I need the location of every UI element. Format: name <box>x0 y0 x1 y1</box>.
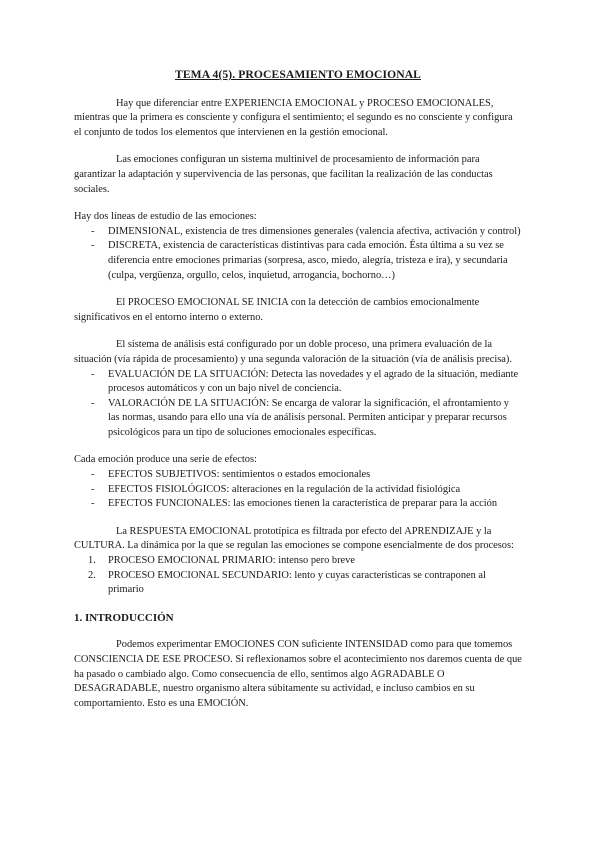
list-item-efectos-fisiologicos: - EFECTOS FISIOLÓGICOS: alteraciones en la regulación de la actividad fisiológica <box>74 483 522 498</box>
list-marker: 2. <box>88 569 96 581</box>
analysis-list <box>74 368 522 441</box>
list-item-dimensional: - DIMENSIONAL, existencia de tres dimensiones generales (valencia afectiva, activación y control) <box>74 225 522 240</box>
paragraph-proceso-inicia: El PROCESO EMOCIONAL SE INICIA con la detección de cambios emocionalmente significativos en el entorno interno o externo. <box>74 297 480 323</box>
list-item-text: PROCESO EMOCIONAL PRIMARIO: intenso pero breve <box>108 555 355 567</box>
processes-list <box>74 554 522 598</box>
list-marker: 1. <box>88 555 96 567</box>
lines-of-study-list <box>74 225 522 283</box>
document-title: TEMA 4(5). PROCESAMIENTO EMOCIONAL <box>174 68 422 81</box>
section-heading-introduccion: 1. INTRODUCCIÓN <box>74 611 174 624</box>
list-item-proceso-secundario <box>74 569 522 598</box>
effects-list <box>74 468 522 512</box>
list-item-valoracion: - VALORACIÓN DE LA SITUACIÓN: Se encarga de valorar la significación, el afrontamiento y las normas, usando para ello una vía de análisis personal. Permiten anticipar y preparar recursos psicológicos para un tipo de soluciones emocionales específicas. <box>74 397 522 441</box>
list-item-efectos-funcionales: - EFECTOS FUNCIONALES: las emociones tienen la característica de preparar para la acción <box>74 497 522 512</box>
list-item-evaluacion: - EVALUACIÓN DE LA SITUACIÓN: Detecta las novedades y el agrado de la situación, mediante procesos automáticos y con un bajo nivel de conciencia. <box>74 368 522 397</box>
paragraph-experiencia-emocional: Hay que diferenciar entre EXPERIENCIA EMOCIONAL y PROCESO EMOCIONALES, mientras que la primera es consciente y configura el sentimiento; el segundo es no consciente y configura el conjunto de todos los elementos que intervienen en la gestión emocional. <box>74 97 513 138</box>
paragraph-introduccion: Podemos experimentar EMOCIONES CON suficiente INTENSIDAD como para que tomemos CONSCIENCIA DE ESE PROCESO. Si reflexionamos sobre el acontecimiento nos daremos cuenta de que ha pasado o cambiado algo. Como consecuencia de ello, sentimos algo AGRADABLE O DESAGRADABLE, nuestro organismo altera súbitamente su actividad, e incluso cambios en su comportamiento. Esto es una EMOCIÓN. <box>74 639 522 709</box>
list-item-proceso-primario <box>74 554 522 569</box>
paragraph-sistema-analisis: El sistema de análisis está configurado por un doble proceso, una primera evaluación de la situación (vía rápida de procesamiento) y una segunda valoración de la situación (vía de análisis precisa). <box>74 339 512 365</box>
paragraph-lineas-estudio: Hay dos líneas de estudio de las emociones: <box>74 211 257 223</box>
paragraph-respuesta-emocional: La RESPUESTA EMOCIONAL prototípica es filtrada por efecto del APRENDIZAJE y la CULTURA. La dinámica por la que se regulan las emociones se compone esencialmente de dos procesos: <box>74 525 514 552</box>
paragraph-efectos: Cada emoción produce una serie de efectos: <box>74 454 257 466</box>
document-body <box>74 68 522 724</box>
list-item-discreta: - DISCRETA, existencia de características distintivas para cada emoción. Ésta última a su vez se diferencia entre emociones primarias (sorpresa, asco, miedo, alegría, tristeza e ira), y secundaria (culpa, vergüenza, orgullo, celos, inquietud, arrogancia, bochorno…) <box>74 239 522 283</box>
paragraph-sistema-multinivel: Las emociones configuran un sistema multinivel de procesamiento de información para garantizar la adaptación y supervivencia de las personas, que facilitan la realización de las conductas sociales. <box>74 154 493 195</box>
list-item-text: PROCESO EMOCIONAL SECUNDARIO: lento y cuyas características se contraponen al primario <box>108 569 486 596</box>
list-item-efectos-subjetivos: - EFECTOS SUBJETIVOS: sentimientos o estados emocionales <box>74 468 522 483</box>
